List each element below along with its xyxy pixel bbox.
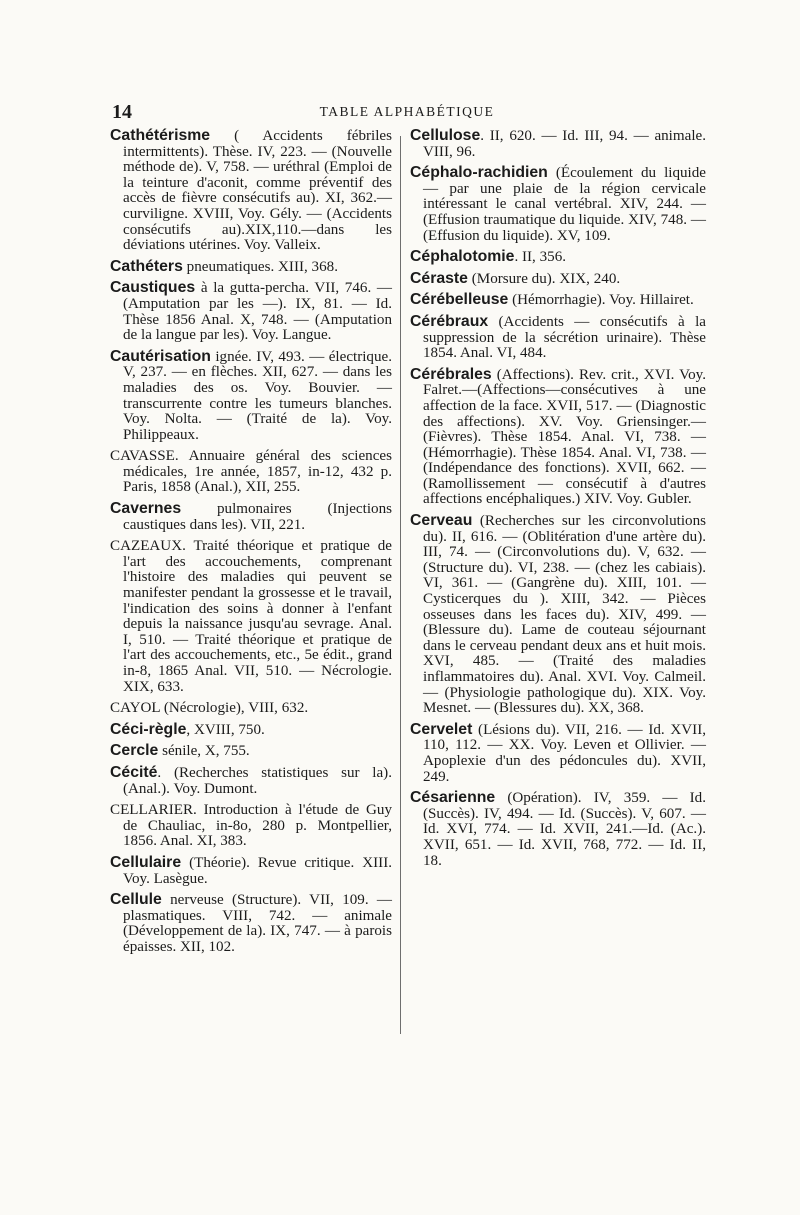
column-rule bbox=[400, 136, 401, 1034]
entry-text: ignée. IV, 493. — électrique. V, 237. — en flèches. XII, 627. — dans les maladies des os. Voy. Bouvier. — transcurrente contre les tumeurs blanches. Voy. Nolta. — (Traité de la). Voy. Philippeaux. bbox=[123, 348, 392, 443]
entry-text: (Écoulement du liquide — par une plaie de la région cervicale intéressant le canal vertébral. XIV, 244. — (Effusion traumatique du liquide. XIV, 748. — (Effusion du liquide). XV, 109. bbox=[423, 165, 706, 244]
entry-text: CAYOL (Nécrologie), VIII, 632. bbox=[110, 700, 309, 717]
entry-headword: Cellulaire bbox=[110, 853, 182, 871]
entry-headword: Céci-règle bbox=[110, 720, 187, 738]
index-entry bbox=[410, 292, 706, 309]
entry-text: (Hémorrhagie). Voy. Hillairet. bbox=[508, 292, 694, 309]
entry-text: . (Recherches statistiques sur la). (Anal.). Voy. Dumont. bbox=[123, 764, 392, 797]
index-entry bbox=[410, 249, 706, 266]
entry-text: CELLARIER. Introduction à l'étude de Guy de Chauliac, in-8o, 280 p. Montpellier, 1856. Anal. XI, 383. bbox=[110, 802, 392, 850]
index-entry bbox=[110, 501, 392, 533]
index-entry bbox=[110, 700, 392, 717]
entry-headword: Cercle bbox=[110, 742, 159, 760]
entry-headword: Cathétérisme bbox=[110, 127, 211, 144]
running-title: TABLE ALPHABÉTIQUE bbox=[319, 104, 495, 119]
index-entry bbox=[110, 349, 392, 444]
entry-text: (Théorie). Revue critique. XIII. Voy. Lasègue. bbox=[123, 854, 392, 887]
entry-headword: Cellule bbox=[110, 891, 162, 909]
entry-text: à la gutta-percha. VII, 746. — (Amputation par les —). IX, 81. — Id. Thèse 1856 Anal. X, 748. — (Amputation de la langue par les). Voy. Langue. bbox=[123, 280, 392, 344]
index-columns bbox=[110, 128, 704, 1038]
index-entry bbox=[110, 892, 392, 955]
entry-headword: Cavernes bbox=[110, 500, 182, 518]
index-entry bbox=[410, 790, 706, 869]
entry-headword: Césarienne bbox=[410, 789, 496, 807]
index-entry bbox=[110, 259, 392, 276]
index-entry bbox=[110, 855, 392, 887]
index-entry bbox=[110, 280, 392, 343]
entry-headword: Cervelet bbox=[410, 720, 473, 738]
index-entry bbox=[410, 367, 706, 508]
index-entry bbox=[410, 271, 706, 288]
index-entry bbox=[410, 165, 706, 244]
entry-headword: Cérébrales bbox=[410, 365, 492, 383]
entry-text: pulmonaires (Injections caustiques dans les). VII, 221. bbox=[123, 501, 392, 533]
index-entry bbox=[110, 802, 392, 850]
entry-headword: Cérébelleuse bbox=[410, 291, 509, 309]
entry-text: (Recherches sur les circonvolutions du). II, 616. — (Oblitération d'une artère du). III, 74. — (Circonvolutions du). V, 632. — (Structure du). VI, 238. — (chez les cabiais). VI, 361. — (Gangrène du). XIII, 101. — Cysticerques du ). XIII, 342. — Pièces osseuses dans les faces du). XIV, 499. — (Blessure du). Lame de couteau séjournant dans le cerveau pendant deux ans et huit mois. XVI, 485. — (Traité des maladies inflammatoires du). Anal. XVI. Voy. Calmeil. — (Physiologie pathologique du). XIX. Voy. Mesnet. — (Blessures du). XX, 368. bbox=[423, 513, 706, 717]
entry-text: , XVIII, 750. bbox=[186, 721, 265, 738]
index-entry bbox=[410, 722, 706, 785]
index-entry bbox=[110, 128, 392, 254]
entry-text: CAZEAUX. Traité théorique et pratique de l'art des accouchements, comprenant l'histoire des maladies qui peuvent se manifester pendant la grossesse et le travail, l'indication des soins à donner à l'enfant depuis la naissance jusqu'au sevrage. Anal. I, 510. — Traité théorique et pratique de l'art des accouchements, etc., 5e édit., grand in-8, 1865 Anal. VII, 510. — Nécrologie. XIX, 633. bbox=[110, 538, 392, 695]
entry-headword: Caustiques bbox=[110, 279, 196, 297]
index-entry bbox=[110, 538, 392, 695]
index-entry bbox=[110, 448, 392, 496]
index-entry bbox=[410, 128, 706, 160]
entry-text: sénile, X, 755. bbox=[158, 743, 250, 760]
index-entry bbox=[410, 513, 706, 717]
entry-headword: Cérébraux bbox=[410, 312, 489, 330]
right-column bbox=[410, 128, 706, 874]
entry-headword: Céphalotomie bbox=[410, 248, 515, 266]
entry-text: (Accidents — consécutifs à la suppression de la sécrétion urinaire). Thèse 1854. Anal. VI, 484. bbox=[423, 313, 706, 362]
page-number: 14 bbox=[112, 101, 132, 123]
entry-text: pneumatiques. XIII, 368. bbox=[182, 258, 338, 275]
entry-text: . II, 620. — Id. III, 94. — animale. VIII, 96. bbox=[423, 128, 706, 160]
entry-headword: Céraste bbox=[410, 269, 468, 287]
page-header bbox=[112, 101, 702, 125]
entry-headword: Cerveau bbox=[410, 512, 473, 530]
left-column bbox=[110, 128, 392, 961]
index-entry bbox=[110, 765, 392, 797]
entry-text: (Lésions du). VII, 216. — Id. XVII, 110, 112. — XX. Voy. Leven et Ollivier. — Apoplexie d'un des pédoncules du). XVII, 249. bbox=[423, 721, 706, 785]
entry-text: . II, 356. bbox=[514, 249, 567, 266]
index-entry bbox=[110, 743, 392, 760]
entry-text: nerveuse (Structure). VII, 109. — plasmatiques. VIII, 742. — animale (Développement de la). IX, 747. — à parois épaisses. XII, 102. bbox=[123, 892, 392, 955]
index-entry bbox=[110, 722, 392, 739]
entry-headword: Cathéters bbox=[110, 257, 183, 275]
entry-headword: Céphalo-rachidien bbox=[410, 164, 548, 182]
entry-headword: Cautérisation bbox=[110, 347, 211, 365]
entry-text: (Morsure du). XIX, 240. bbox=[467, 270, 621, 287]
entry-text: CAVASSE. Annuaire général des sciences médicales, 1re année, 1857, in-12, 432 p. Paris, 1858 (Anal.), XII, 255. bbox=[110, 448, 392, 496]
entry-text: (Opération). IV, 359. — Id. (Succès). IV, 494. — Id. (Succès). V, 607. — Id. XVI, 774. — Id. XVII, 241.—Id. (Ac.). XVII, 651. — Id. XVII, 768, 772. — Id. II, 18. bbox=[423, 790, 706, 869]
entry-text: (Affections). Rev. crit., XVI. Voy. Falret.—(Affections—consécutives à une affection de la face. XVII, 517. — (Diagnostic des affections). XV. Voy. Griensinger.—(Fièvres). Thèse 1854. Anal. VI, 738. — (Hémorrhagie). Thèse 1854. Anal. VI, 738. — (Indépendance des fonctions). XVII, 662. — (Ramollissement — consécutif à d'autres affections encéphaliques.) XIV. Voy. Gubler. bbox=[423, 366, 706, 508]
index-entry bbox=[410, 314, 706, 362]
entry-headword: Cécité bbox=[110, 763, 158, 781]
entry-headword: Cellulose bbox=[410, 127, 481, 144]
entry-text: ( Accidents fébriles intermittents). Thèse. IV, 223. — (Nouvelle méthode de). V, 758. — uréthral (Emploi de la teinture d'aconit, comme préventif des accès de fièvre consécutifs au). XI, 362.—curviligne. XVIII, Voy. Gély. — (Accidents consécutifs au).XIX,110.—dans les déviations utérines. Voy. Valleix. bbox=[123, 128, 392, 254]
